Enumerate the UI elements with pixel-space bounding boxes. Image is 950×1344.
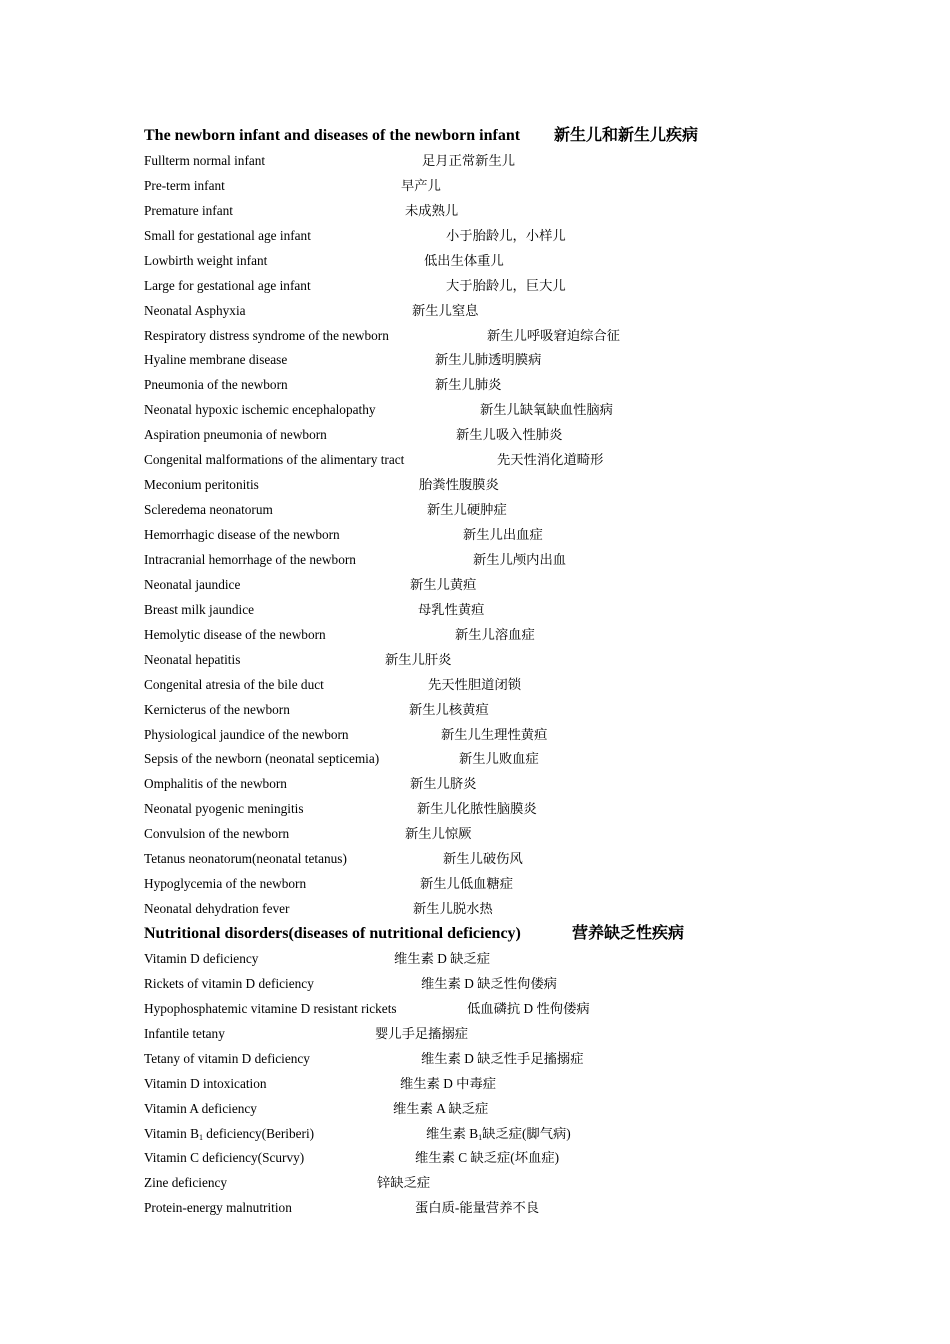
- term-en: Meconium peritonitis: [144, 477, 259, 493]
- term-zh: 维生素 D 缺乏症: [394, 950, 491, 966]
- document-page: [144, 124, 844, 1221]
- term-en: Respiratory distress syndrome of the newborn: [144, 327, 389, 343]
- heading-zh: 营养缺乏性疾病: [572, 925, 685, 942]
- term-en: Intracranial hemorrhage of the newborn: [144, 551, 356, 567]
- term-zh: 足月正常新生儿: [422, 152, 516, 168]
- term-zh: 新生儿黄疸: [410, 576, 477, 592]
- term-zh: 新生儿溶血症: [455, 626, 535, 642]
- term-zh: 婴儿手足搐搦症: [375, 1025, 469, 1041]
- term-row: [144, 249, 844, 274]
- section-heading-newborn: [144, 124, 844, 149]
- term-row: [144, 648, 844, 673]
- term-en: Breast milk jaundice: [144, 601, 255, 617]
- term-zh: 新生儿脐炎: [410, 776, 477, 792]
- term-en: Convulsion of the newborn: [144, 826, 290, 842]
- term-row: [144, 398, 844, 423]
- term-en: Neonatal Asphyxia: [144, 302, 246, 318]
- term-zh: 新生儿惊厥: [405, 826, 472, 842]
- term-row: [144, 448, 844, 473]
- term-en: Premature infant: [144, 202, 233, 218]
- term-en: Small for gestational age infant: [144, 227, 311, 243]
- term-en: Aspiration pneumonia of newborn: [144, 427, 327, 443]
- term-en: Hyaline membrane disease: [144, 352, 288, 368]
- term-en: Vitamin D intoxication: [144, 1075, 267, 1091]
- term-row: [144, 897, 844, 922]
- term-en: Zine deficiency: [144, 1175, 228, 1191]
- term-en: Tetany of vitamin D deficiency: [144, 1050, 310, 1066]
- term-zh: 新生儿败血症: [459, 751, 539, 767]
- term-row: [144, 1146, 844, 1171]
- term-row: [144, 598, 844, 623]
- term-row: [144, 1122, 844, 1147]
- term-row: [144, 224, 844, 249]
- term-zh: 新生儿窒息: [412, 302, 479, 318]
- term-en: Neonatal hypoxic ischemic encephalopathy: [144, 402, 376, 418]
- term-zh: 维生素 D 缺乏性手足搐搦症: [421, 1050, 584, 1066]
- term-zh: 小于胎龄儿，小样儿: [446, 227, 566, 243]
- term-en: Physiological jaundice of the newborn: [144, 726, 349, 742]
- term-zh: 新生儿缺氧缺血性脑病: [480, 402, 613, 418]
- term-en: Infantile tetany: [144, 1025, 225, 1041]
- term-en: Neonatal jaundice: [144, 576, 241, 592]
- heading-en: Nutritional disorders(diseases of nutritional deficiency): [144, 925, 521, 942]
- term-zh: 新生儿肝炎: [385, 651, 452, 667]
- term-row: [144, 847, 844, 872]
- term-row: [144, 1196, 844, 1221]
- term-zh: 新生儿肺透明膜病: [435, 352, 542, 368]
- term-zh: 维生素 C 缺乏症(坏血症): [415, 1150, 560, 1166]
- term-row: [144, 623, 844, 648]
- term-row: [144, 747, 844, 772]
- term-en: Neonatal pyogenic meningitis: [144, 801, 304, 817]
- term-row: [144, 348, 844, 373]
- term-row: [144, 797, 844, 822]
- term-row: [144, 299, 844, 324]
- term-row: [144, 473, 844, 498]
- term-zh: 新生儿化脓性脑膜炎: [417, 801, 537, 817]
- term-zh: 新生儿吸入性肺炎: [456, 427, 563, 443]
- term-zh: 蛋白质-能量营养不良: [415, 1200, 540, 1216]
- term-en: Hypophosphatemic vitamine D resistant rickets: [144, 1000, 397, 1016]
- term-en: Lowbirth weight infant: [144, 252, 268, 268]
- term-row: [144, 772, 844, 797]
- term-row: [144, 274, 844, 299]
- term-row: [144, 1171, 844, 1196]
- term-en: Hypoglycemia of the newborn: [144, 876, 307, 892]
- term-row: [144, 997, 844, 1022]
- term-row: [144, 872, 844, 897]
- term-row: [144, 1072, 844, 1097]
- term-zh: 新生儿硬肿症: [427, 502, 507, 518]
- term-en: Neonatal hepatitis: [144, 651, 241, 667]
- term-row: [144, 822, 844, 847]
- term-row: [144, 174, 844, 199]
- term-en: Protein-energy malnutrition: [144, 1200, 292, 1216]
- term-row: [144, 972, 844, 997]
- term-zh: 新生儿核黄疸: [409, 701, 489, 717]
- term-row: [144, 698, 844, 723]
- term-en: Pre-term infant: [144, 177, 225, 193]
- term-zh: 早产儿: [401, 177, 441, 193]
- term-en: Vitamin $B_1$ deficiency(Beriberi): [144, 1125, 315, 1142]
- term-row: [144, 523, 844, 548]
- term-en: Scleredema neonatorum: [144, 502, 273, 518]
- term-en: Large for gestational age infant: [144, 277, 311, 293]
- term-en: Kernicterus of the newborn: [144, 701, 290, 717]
- heading-zh: 新生儿和新生儿疾病: [554, 127, 699, 144]
- term-zh: 新生儿呼吸窘迫综合征: [487, 327, 620, 343]
- term-zh: 维生素 A 缺乏症: [393, 1100, 489, 1116]
- term-zh: 大于胎龄儿，巨大儿: [446, 277, 566, 293]
- term-zh: 新生儿生理性黄疸: [441, 726, 548, 742]
- term-en: Vitamin D deficiency: [144, 950, 259, 966]
- term-zh: 先天性胆道闭锁: [428, 676, 522, 692]
- term-zh: 新生儿破伤风: [443, 851, 523, 867]
- term-zh: 新生儿颅内出血: [473, 551, 567, 567]
- term-row: [144, 1022, 844, 1047]
- term-zh: 维生素 D 缺乏性佝偻病: [421, 975, 557, 991]
- term-row: [144, 373, 844, 398]
- term-zh: 未成熟儿: [405, 202, 459, 218]
- term-en: Congenital atresia of the bile duct: [144, 676, 324, 692]
- term-en: Sepsis of the newborn (neonatal septicemia): [144, 751, 380, 767]
- term-zh: 新生儿脱水热: [413, 901, 493, 917]
- term-zh: 锌缺乏症: [377, 1175, 431, 1191]
- term-row: [144, 1097, 844, 1122]
- term-zh: 低血磷抗 D 性佝偻病: [467, 1000, 590, 1016]
- term-row: [144, 199, 844, 224]
- term-en: Hemolytic disease of the newborn: [144, 626, 326, 642]
- section-heading-nutrition: [144, 922, 844, 947]
- term-row: [144, 573, 844, 598]
- term-en: Neonatal dehydration fever: [144, 901, 290, 917]
- term-row: [144, 1047, 844, 1072]
- term-row: [144, 423, 844, 448]
- term-zh: 母乳性黄疸: [418, 601, 485, 617]
- heading-en: The newborn infant and diseases of the newborn infant: [144, 127, 521, 144]
- term-zh: 新生儿肺炎: [435, 377, 502, 393]
- term-row: [144, 723, 844, 748]
- term-en: Congenital malformations of the alimentary tract: [144, 452, 405, 468]
- term-en: Fullterm normal infant: [144, 152, 266, 168]
- term-zh: 新生儿低血糖症: [420, 876, 514, 892]
- term-zh: 维生素 $B_1$缺乏症(脚气病): [426, 1125, 571, 1142]
- term-zh: 先天性消化道畸形: [497, 452, 604, 468]
- term-row: [144, 947, 844, 972]
- term-en: Vitamin A deficiency: [144, 1100, 257, 1116]
- term-zh: 新生儿出血症: [463, 527, 543, 542]
- term-zh: 胎粪性腹膜炎: [419, 477, 499, 493]
- term-en: Hemorrhagic disease of the newborn: [144, 527, 340, 542]
- term-row: [144, 498, 844, 523]
- term-row: [144, 149, 844, 174]
- term-en: Tetanus neonatorum(neonatal tetanus): [144, 851, 347, 867]
- term-row: [144, 324, 844, 349]
- term-row: [144, 673, 844, 698]
- term-zh: 低出生体重儿: [424, 252, 504, 268]
- term-zh: 维生素 D 中毒症: [400, 1075, 497, 1091]
- term-en: Rickets of vitamin D deficiency: [144, 975, 314, 991]
- term-en: Omphalitis of the newborn: [144, 776, 287, 792]
- term-en: Vitamin C deficiency(Scurvy): [144, 1150, 305, 1166]
- term-row: [144, 548, 844, 573]
- term-en: Pneumonia of the newborn: [144, 377, 288, 393]
